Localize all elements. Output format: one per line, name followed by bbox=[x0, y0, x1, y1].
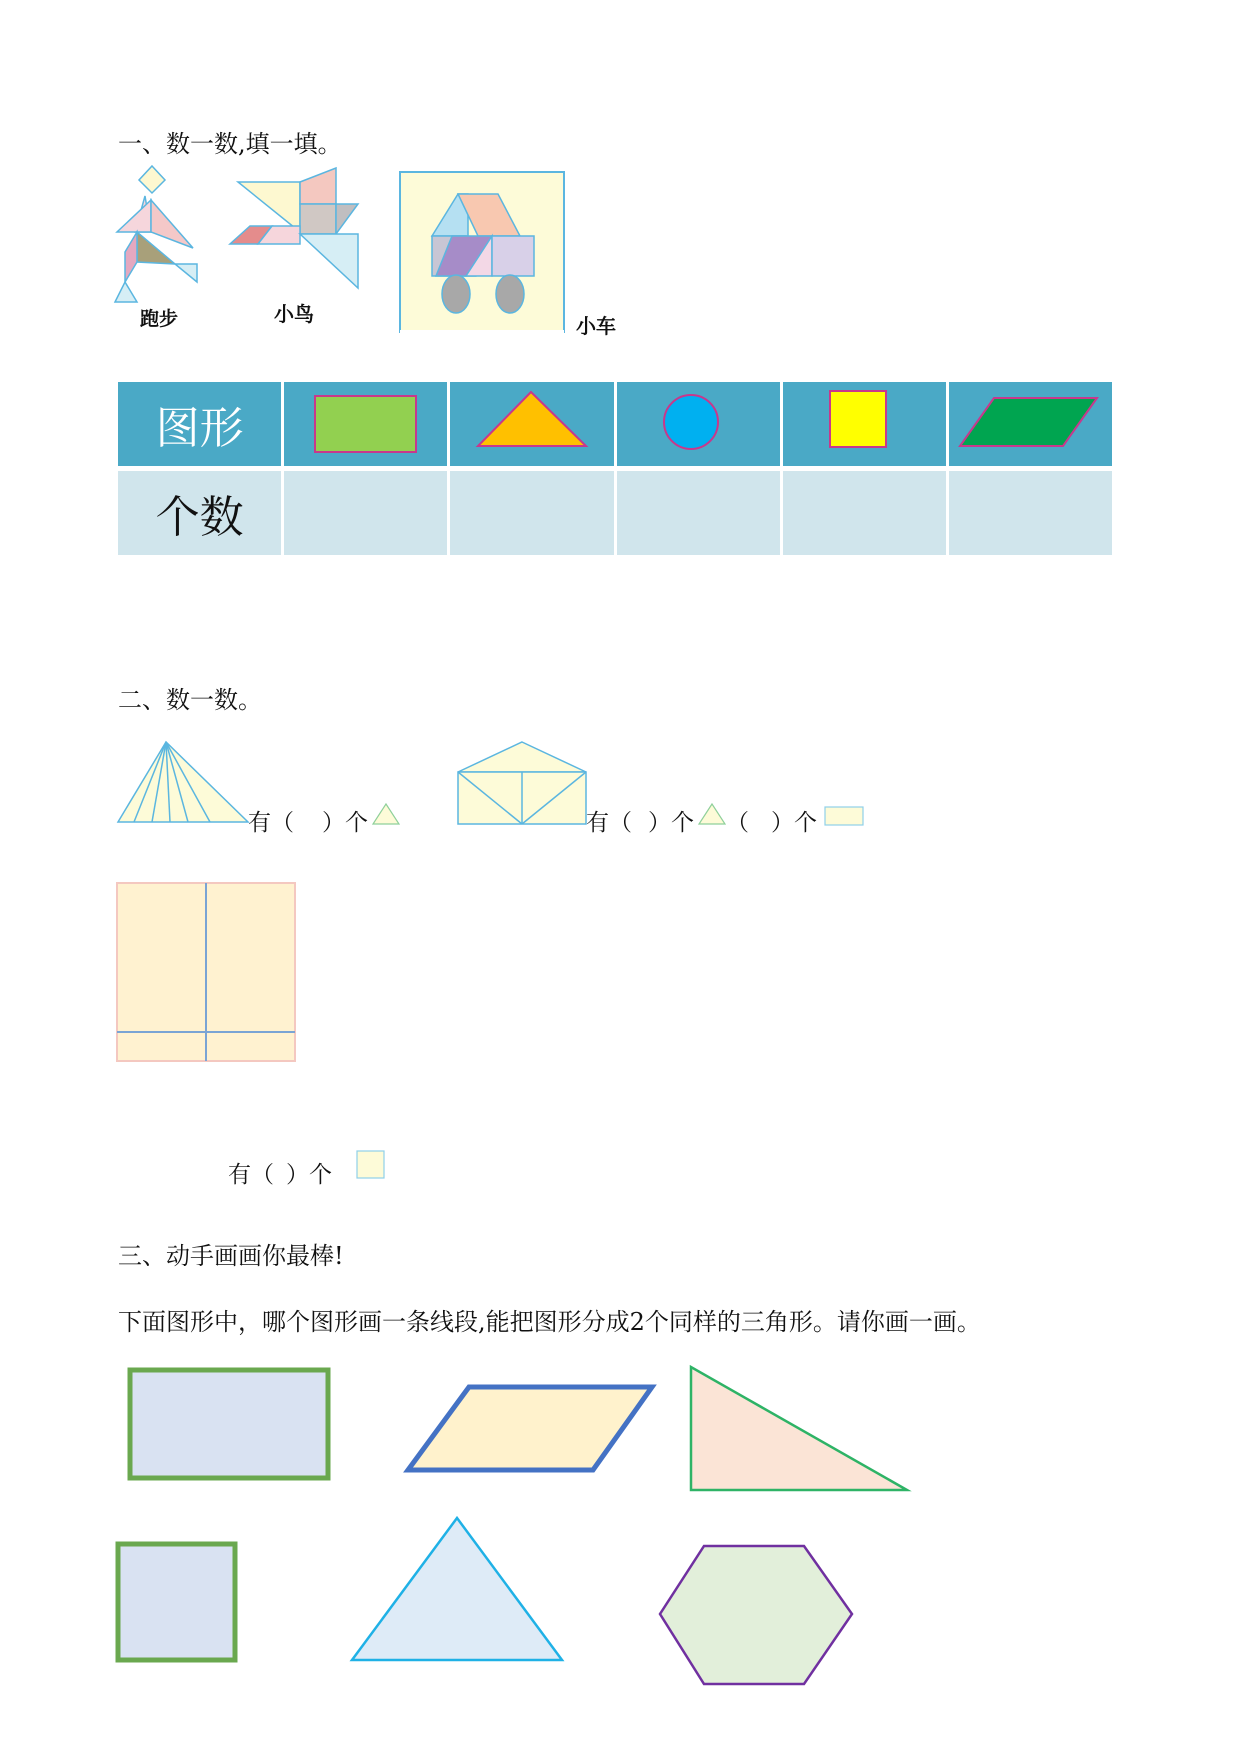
q2-mid1: ）个 bbox=[648, 810, 694, 836]
triangle-shape bbox=[450, 382, 613, 466]
house-figure bbox=[456, 740, 590, 826]
small-square-icon bbox=[356, 1150, 386, 1180]
fan-triangle-figure bbox=[118, 740, 250, 824]
drawing-right-triangle[interactable] bbox=[691, 1367, 907, 1490]
caption-car: 小车 bbox=[576, 314, 616, 338]
shape-cell-parallelogram bbox=[949, 382, 1112, 466]
q2-mid2: （ bbox=[726, 810, 749, 836]
drawing-parallelogram[interactable] bbox=[408, 1387, 652, 1470]
question-divided-rectangle bbox=[228, 1156, 332, 1189]
row-label-counts: 个数 bbox=[118, 471, 281, 555]
q2-suffix: ）个 bbox=[771, 810, 817, 836]
table-row-shapes bbox=[118, 382, 1112, 466]
count-cell-square[interactable] bbox=[783, 471, 946, 555]
rectangle-shape bbox=[284, 382, 447, 466]
q1-suffix: ）个 bbox=[322, 810, 368, 836]
tangram-running-figure bbox=[115, 166, 205, 306]
q3-suffix: ）个 bbox=[286, 1162, 332, 1188]
section3-heading: 三、动手画画你最棒! bbox=[118, 1242, 344, 1270]
drawing-rectangle[interactable] bbox=[130, 1370, 328, 1478]
caption-running: 跑步 bbox=[140, 308, 179, 330]
tangram-bird-figure bbox=[228, 170, 363, 285]
drawing-hexagon[interactable] bbox=[660, 1546, 852, 1684]
circle-shape bbox=[617, 382, 780, 466]
small-rectangle-icon bbox=[824, 806, 864, 826]
caption-bird: 小鸟 bbox=[274, 302, 314, 326]
count-cell-rectangle[interactable] bbox=[284, 471, 447, 555]
drawing-shapes-area bbox=[0, 1360, 1241, 1700]
count-cell-triangle[interactable] bbox=[450, 471, 613, 555]
shape-cell-rectangle bbox=[284, 382, 447, 466]
q1-prefix: 有（ bbox=[248, 810, 294, 836]
divided-rectangle-figure bbox=[116, 882, 298, 1064]
count-cell-parallelogram[interactable] bbox=[949, 471, 1112, 555]
row-label-shapes: 图形 bbox=[118, 382, 281, 466]
shape-cell-circle bbox=[617, 382, 780, 466]
q2-prefix: 有（ bbox=[586, 810, 632, 836]
small-triangle-icon-2 bbox=[698, 802, 726, 826]
question-fan-triangle bbox=[248, 804, 368, 837]
shape-cell-triangle bbox=[450, 382, 613, 466]
section1-heading: 一、数一数,填一填。 bbox=[118, 130, 342, 158]
count-cell-circle[interactable] bbox=[617, 471, 780, 555]
shape-cell-square bbox=[783, 382, 946, 466]
q3-prefix: 有（ bbox=[228, 1162, 274, 1188]
square-shape bbox=[783, 382, 946, 466]
drawing-square[interactable] bbox=[118, 1544, 235, 1660]
table-row-counts bbox=[118, 471, 1112, 555]
section3-instruction: 下面图形中，哪个图形画一条线段,能把图形分成2个同样的三角形。请你画一画。 bbox=[118, 1308, 981, 1336]
tangram-car-figure bbox=[400, 172, 566, 332]
shape-count-table bbox=[118, 382, 1112, 558]
section2-heading: 二、数一数。 bbox=[118, 686, 262, 714]
parallelogram-shape bbox=[949, 382, 1112, 466]
small-triangle-icon bbox=[372, 802, 400, 826]
drawing-triangle[interactable] bbox=[352, 1518, 562, 1660]
